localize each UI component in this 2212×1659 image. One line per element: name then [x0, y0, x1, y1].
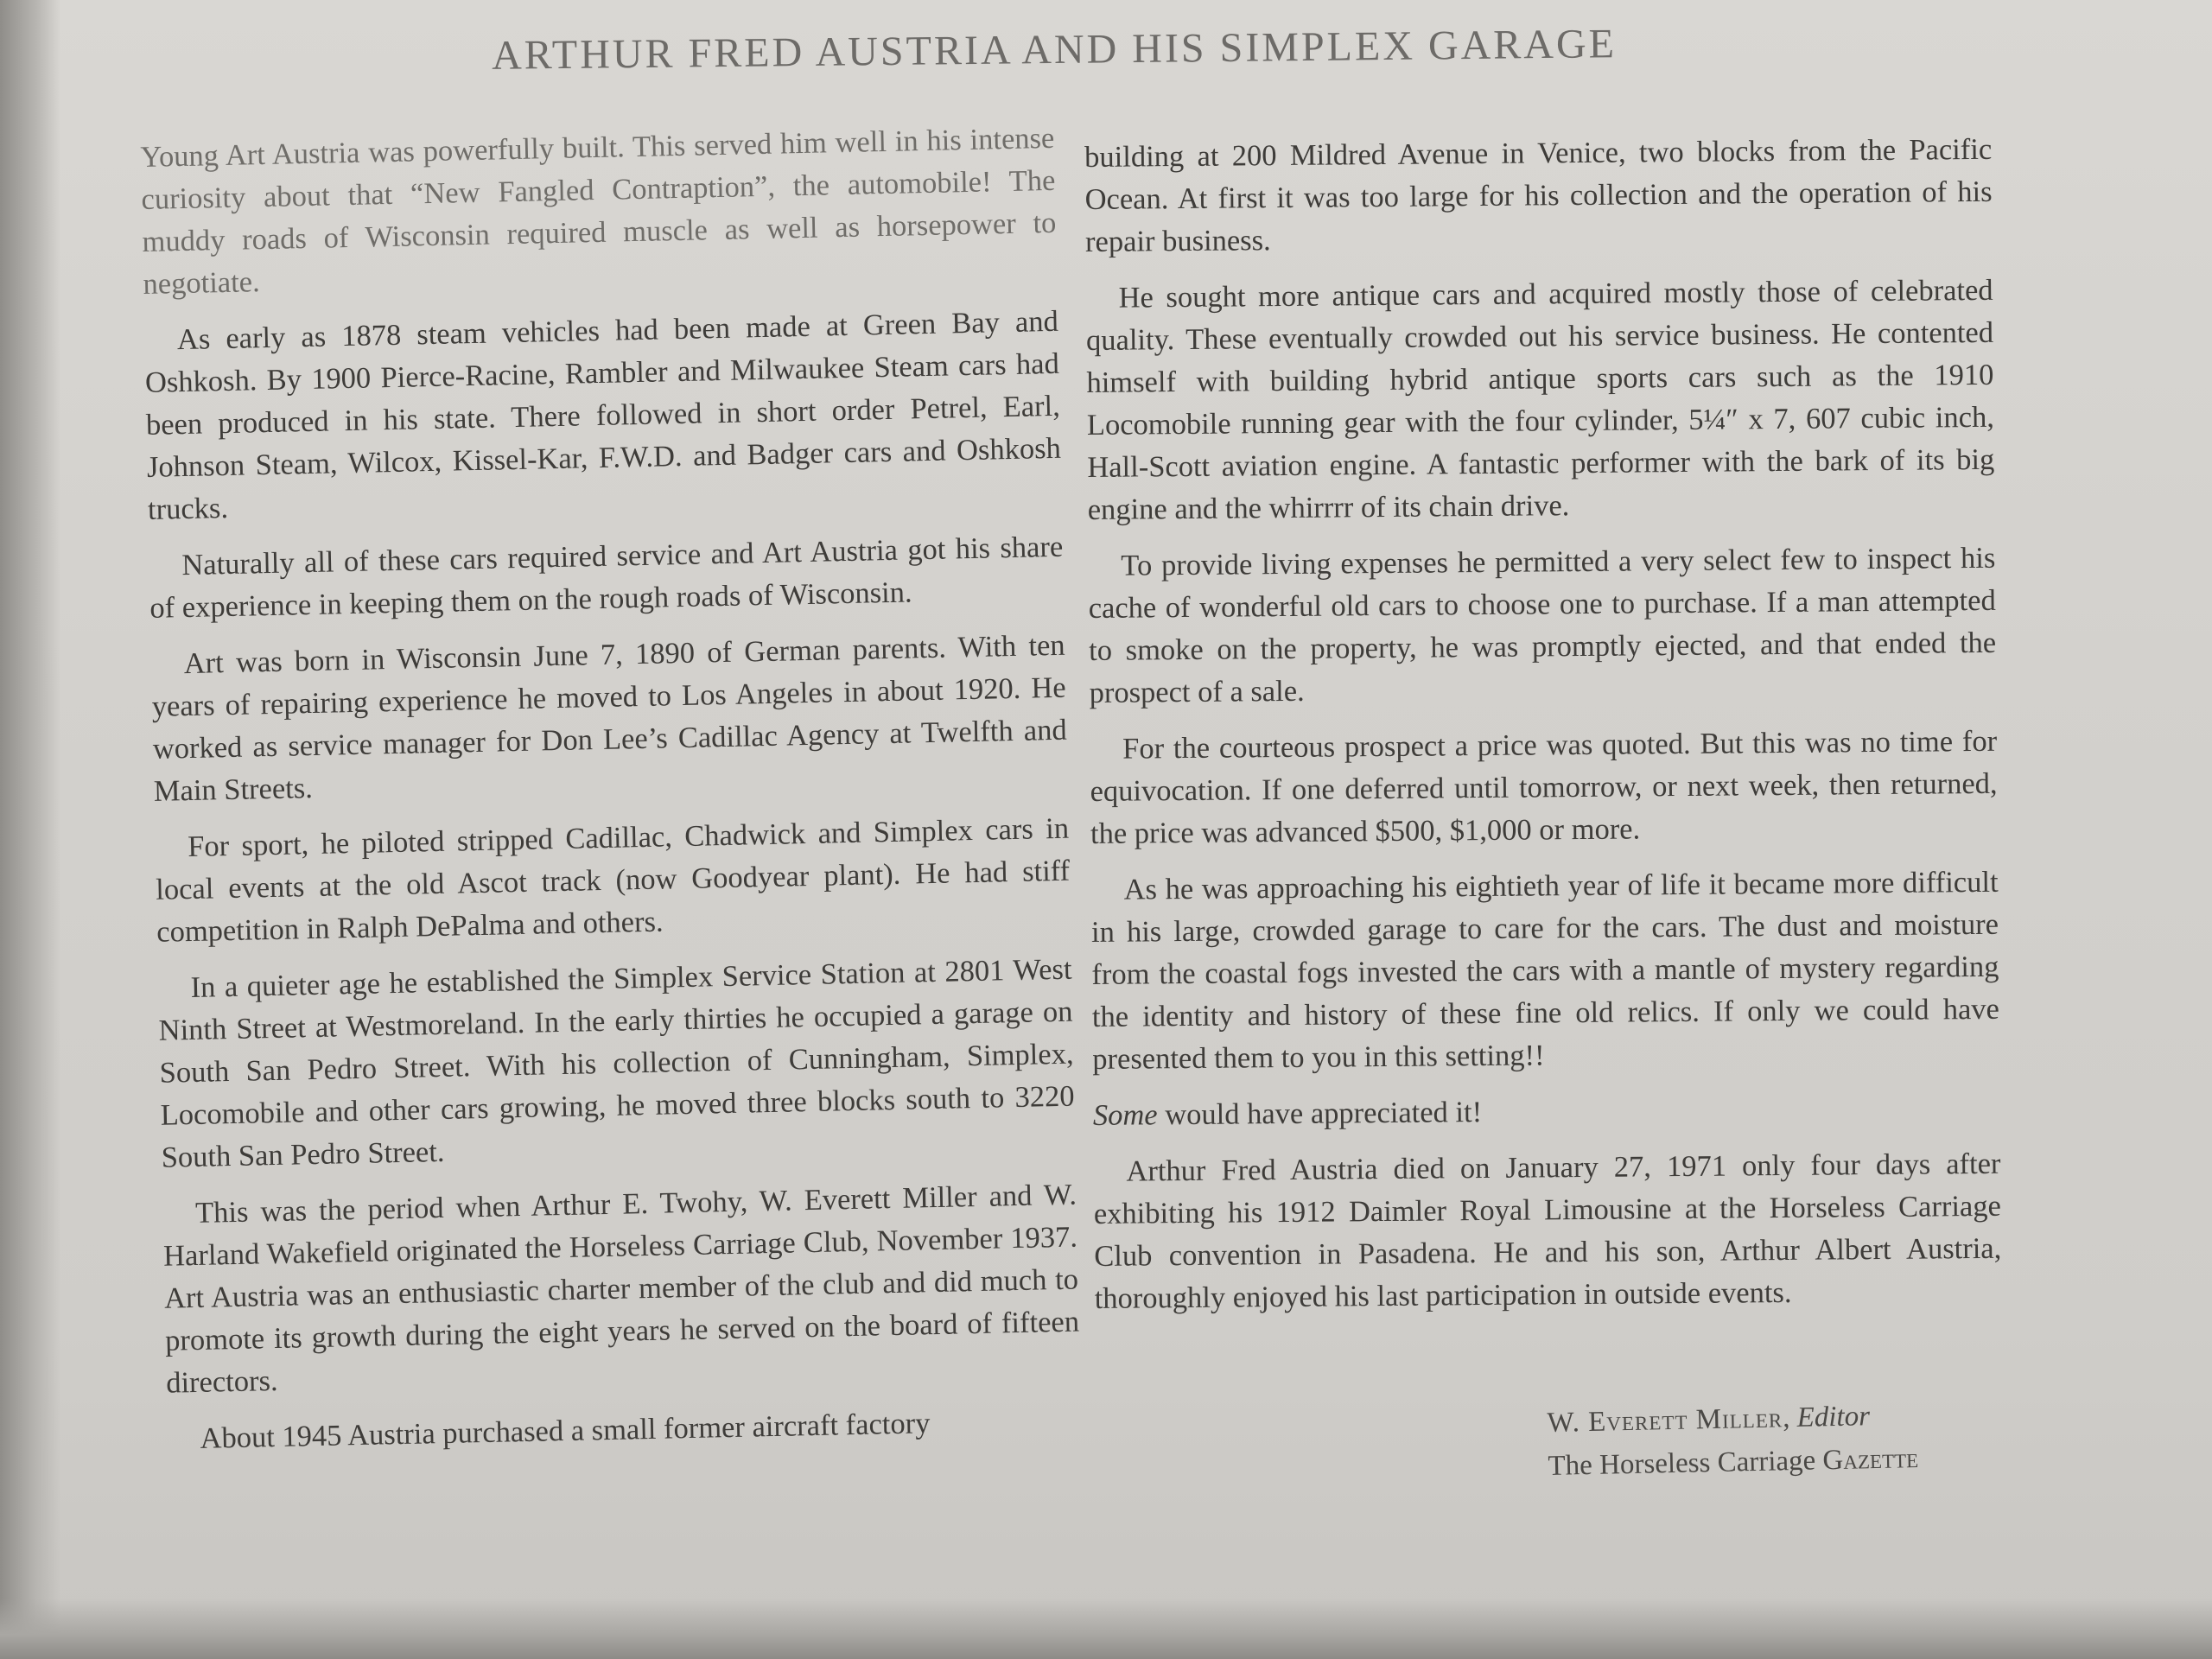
- emphasis-line: [1093, 1087, 2000, 1137]
- paragraph: As early as 1878 steam vehicles had been made at Green Bay and Oshkosh. By 1900 Pierce-Racine, Rambler and Milwaukee Steam cars had been produced in his state. There followed in short order Petrel, Earl, Johnson Steam, Wilcox, Kissel-Kar, F.W.D. and Badger cars and Oshkosh trucks.: [144, 304, 1062, 526]
- signature-separator: ,: [1782, 1402, 1798, 1434]
- paragraph: In a quieter age he established the Simplex Service Station at 2801 West Ninth Street at Westmoreland. In the early thirties he occupied a garage on South San Pedro Street. With his collection of Cunningham, Simplex, Locomobile and other cars growing, he moved three blocks south to 3220 South San Pedro Street.: [158, 952, 1075, 1174]
- emphasis-rest: would have appreciated it!: [1157, 1096, 1483, 1132]
- page-bottom-edge: [0, 1599, 2212, 1659]
- paragraph: Arthur Fred Austria died on January 27, 1971 only four days after exhibiting his 1912 Daimler Royal Limousine at the Horseless Carriage Club convention in Pasadena. He and his son, Arthur Albert Austria, thoroughly enjoyed his last participation in outside events.: [1093, 1147, 2002, 1315]
- paragraph: About 1945 Austria purchased a small former aircraft factory: [200, 1407, 931, 1455]
- publication-prefix: The Horseless Carriage: [1548, 1445, 1823, 1482]
- paragraph: Naturally all of these cars required service and Art Austria got his share of experience in keeping them on the rough roads of Wisconsin.: [149, 530, 1064, 625]
- publication-name: Gazette: [1822, 1443, 1919, 1477]
- paragraph: To provide living expenses he permitted a very select few to inspect his cache of wonderful old cars to choose one to purchase. If a man attempted to smoke on the property, he was promptly ejected, and that ended the prospect of a sale.: [1088, 541, 1997, 709]
- paragraph: As he was approaching his eightieth year of life it became more difficult in his large, crowded garage to care for the cars. The dust and moisture from the coastal fogs invested the cars with a mantle of mystery regarding the identity and history of these fine old relics. If only we could have presented them to you in this setting!!: [1090, 865, 2000, 1076]
- right-text-column: [1084, 129, 2002, 1334]
- paragraph: For sport, he piloted stripped Cadillac, Chadwick and Simplex cars in local events at the old Ascot track (now Goodyear plant). He had stiff competition in Ralph DePalma and others.: [155, 811, 1071, 949]
- editor-name: W. Everett Miller: [1547, 1402, 1783, 1439]
- book-spine-shadow: [0, 0, 60, 1659]
- page-title: ARTHUR FRED AUSTRIA AND HIS SIMPLEX GARAGE: [491, 21, 1618, 79]
- editor-role: Editor: [1796, 1401, 1871, 1433]
- emphasis-word: Some: [1092, 1098, 1158, 1132]
- paragraph: He sought more antique cars and acquired mostly those of celebrated quality. These eventually crowded out his service business. He contented himself with building hybrid antique sports cars such as the 1910 Locomobile running gear with the four cylinder, 5¼″ x 7, 607 cubic inch, Hall-Scott aviation engine. A fantastic performer with the bark of its big engine and the whirrrr of its chain drive.: [1085, 273, 1995, 526]
- paragraph: For the courteous prospect a price was quoted. But this was no time for equivocation. If one deferred until tomorrow, or next week, then returned, the price was advanced $500, $1,000 or more.: [1090, 724, 1998, 850]
- paragraph: This was the period when Arthur E. Twohy, W. Everett Miller and W. Harland Wakefield originated the Horseless Carriage Club, November 1937. Art Austria was an enthusiastic charter member of the club and did much to promote its growth during the eight years he served on the board of fifteen directors.: [162, 1178, 1080, 1400]
- publication-line: [1548, 1435, 2015, 1488]
- left-text-column: [140, 118, 1082, 1475]
- editor-signature: [1547, 1392, 2015, 1488]
- paragraph: building at 200 Mildred Avenue in Venice, two blocks from the Pacific Ocean. At first it was too large for his collection and the operation of his repair business.: [1084, 132, 1993, 258]
- paragraph: Art was born in Wisconsin June 7, 1890 of German parents. With ten years of repairing experience he moved to Los Angeles in about 1920. He worked as service manager for Don Lee’s Cadillac Agency at Twelfth and Main Streets.: [151, 628, 1068, 808]
- paragraph: Young Art Austria was powerfully built. This served him well in his intense curiosity about that “New Fangled Contraption”, the automobile! The muddy roads of Wisconsin required muscle as well as horsepower to negotiate.: [140, 121, 1057, 301]
